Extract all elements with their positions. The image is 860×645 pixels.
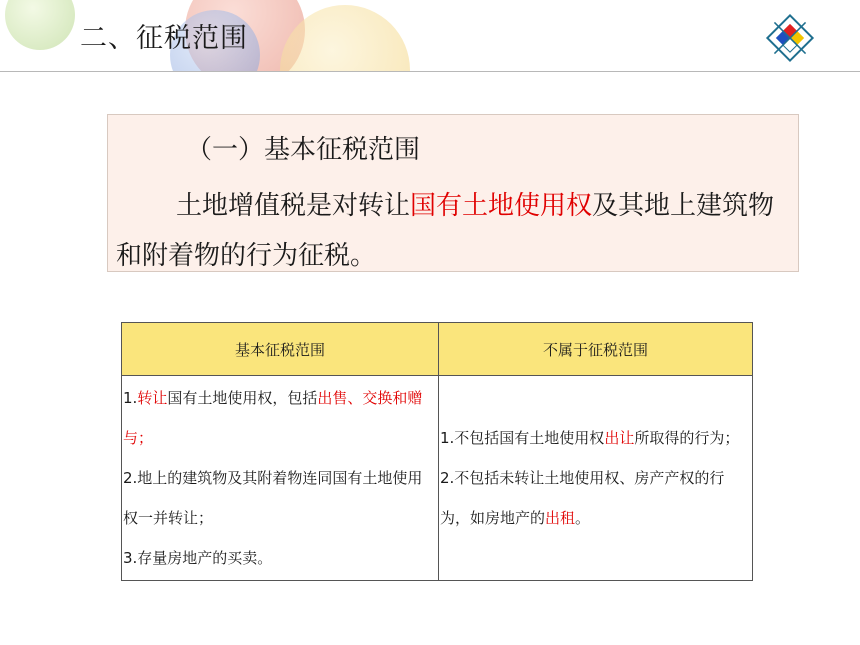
item-text: 所取得的行为； bbox=[634, 429, 740, 447]
table-cell-basic-scope bbox=[122, 376, 439, 581]
table-header: 不属于征税范围 bbox=[439, 323, 753, 376]
intro-box bbox=[107, 114, 799, 272]
item-text: 2.不包括未转让土地使用权、房产产权的行为，如房地产的 bbox=[440, 469, 725, 527]
list-item: 3.存量房地产的买卖。 bbox=[123, 549, 273, 567]
list-item bbox=[440, 458, 750, 538]
item-highlight: 出售、交换和赠与 bbox=[123, 389, 423, 447]
section-heading: （一）基本征税范围 bbox=[186, 135, 421, 165]
table-header: 基本征税范围 bbox=[122, 323, 439, 376]
item-text: 国有土地使用权，包括 bbox=[167, 389, 318, 407]
table-row bbox=[122, 376, 753, 581]
list-item: 2.地上的建筑物及其附着物连同国有土地使用权一并转让； bbox=[123, 469, 423, 527]
table-header-row bbox=[122, 323, 753, 376]
item-highlight: 出让 bbox=[604, 429, 635, 447]
intro-highlight: 国有土地使用权 bbox=[410, 191, 593, 221]
tax-scope-table bbox=[121, 322, 753, 581]
header-divider bbox=[0, 71, 860, 72]
item-highlight: 转让 bbox=[137, 389, 168, 407]
logo-icon bbox=[764, 12, 816, 64]
list-item bbox=[440, 418, 750, 458]
intro-paragraph bbox=[116, 181, 792, 281]
item-text: 1. bbox=[123, 389, 138, 407]
item-text: ； bbox=[138, 429, 154, 447]
intro-text: 及其地上建筑物和附着物的行为征税。 bbox=[116, 191, 775, 271]
slide-title: 二、征税范围 bbox=[80, 23, 248, 54]
table-cell-excluded-scope bbox=[439, 376, 753, 581]
header-banner bbox=[0, 0, 860, 72]
decorative-ball bbox=[5, 0, 75, 50]
item-text: 1.不包括国有土地使用权 bbox=[440, 429, 605, 447]
item-text: 。 bbox=[575, 509, 591, 527]
intro-text: 土地增值税是对转让 bbox=[176, 191, 411, 221]
list-item bbox=[123, 378, 436, 458]
item-highlight: 出租 bbox=[545, 509, 576, 527]
